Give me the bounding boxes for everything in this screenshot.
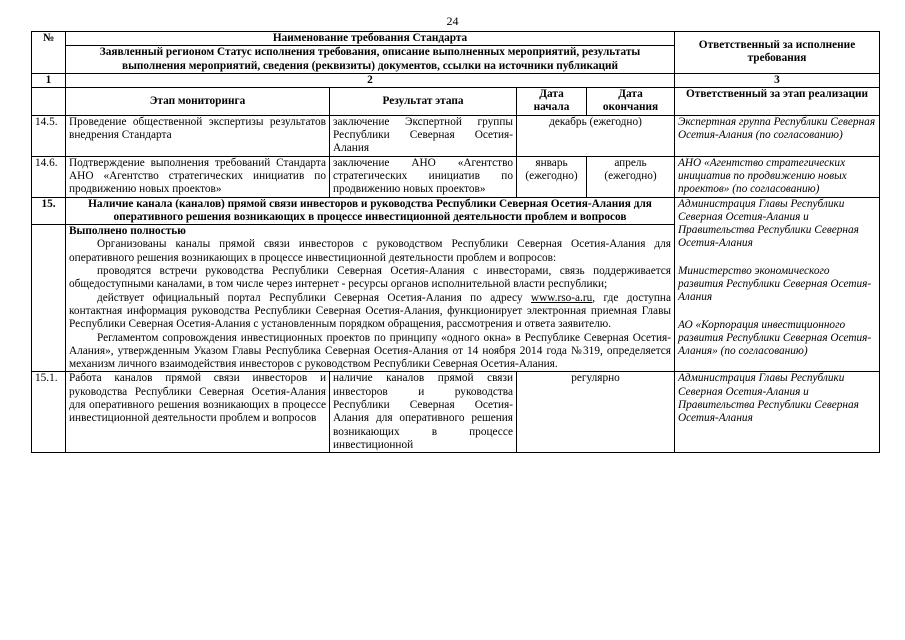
stage-cell: Работа каналов прямой связи инвесторов и руководства Республики Северная Осетия-Алания для оперативного решения возникающих в процессе инвестиционной деятельности проблем и вопросов [66, 372, 330, 453]
responsible-administration: Администрация Главы Республики Северная Осетия-Алания и Правительства Республики Северная Осетия-Алания [678, 197, 859, 250]
result-cell: заключение Экспертной группы Республики Северная Осетия-Алания [330, 115, 517, 156]
header-row-1 [32, 32, 880, 46]
column-number-3: 3 [675, 73, 880, 87]
stage-cell: Подтверждение выполнения требований Стандарта АНО «Агентство стратегических инициатив по продвижению новых проектов» [66, 156, 330, 197]
row-number: 14.5. [32, 115, 66, 156]
date-cell: декабрь (ежегодно) [517, 115, 675, 156]
header-requirement-name: Наименование требования Стандарта [66, 32, 675, 46]
start-date-cell: январь (ежегодно) [517, 156, 587, 197]
paragraph-text: действует официальный портал Республики Северная Осетия-Алания по адресу [97, 291, 531, 304]
subheader-stage-responsible: Ответственный за этап реализации [675, 88, 880, 116]
header-num: № [32, 32, 66, 74]
subheader-result: Результат этапа [330, 88, 517, 116]
stage-cell: Проведение общественной экспертизы результатов внедрения Стандарта [66, 115, 330, 156]
result-cell: заключение АНО «Агентство стратегических инициатив по продвижению новых проектов» [330, 156, 517, 197]
row-15-1 [32, 372, 880, 453]
row-15-title [32, 197, 880, 225]
requirements-table [31, 31, 880, 453]
header-responsible: Ответственный за исполнение требования [675, 32, 880, 74]
end-date-cell: апрель (ежегодно) [587, 156, 675, 197]
status-paragraph-1: Организованы каналы прямой связи инвесторов с руководством Республики Северная Осетия-Алания для оперативного решения возникающих в процессе инвестиционной деятельности проблем и вопросов: [69, 238, 671, 264]
column-number-1: 1 [32, 73, 66, 87]
status-paragraph-4: Регламентом сопровождения инвестиционных проектов по принципу «одного окна» в Республике Северная Осетия-Алания», утвержденным Указом Главы Республика Северная Осетия-Алания от 14 ноября 2014 года №319, определяется механизм личного взаимодействия инвесторов с руководством Республики Северная Осетия-Алания. [69, 331, 671, 371]
subheader-end-date: Дата окончания [587, 88, 675, 116]
portal-link[interactable]: www.rso-a.ru [530, 291, 593, 304]
status-description [66, 225, 675, 372]
column-number-2: 2 [66, 73, 675, 87]
paragraph-text: , где доступна контактная информация руководства Республики Северная Осетия-Алания, функционирует электронная приемная Главы Республики Северная Осетия-Алания с установленным порядком обращения, рассмотрения и ответа заявителю. [69, 291, 671, 331]
subheader-empty [32, 88, 66, 116]
column-number-row [32, 73, 880, 87]
row-number: 15. [32, 197, 66, 225]
requirement-title: Наличие канала (каналов) прямой связи инвесторов и руководства Республики Северная Осетия-Алания для оперативного решения возникающих в процессе инвестиционной деятельности проблем и вопросов [66, 197, 675, 225]
responsible-cell: АНО «Агентство стратегических инициатив по продвижению новых проектов» (по согласованию) [675, 156, 880, 197]
status-paragraph-2: проводятся встречи руководства Республики Северная Осетия-Алания с инвесторами, связь поддерживается общедоступными каналами, в том числе через интернет - ресурсы органов исполнительной власти республики; [69, 265, 671, 291]
result-cell: наличие каналов прямой связи инвесторов и руководства Республики Северная Осетия-Алания для оперативного решения возникающих в процессе инвестиционной [330, 372, 517, 453]
date-cell: регулярно [517, 372, 675, 453]
page-number: 24 [446, 14, 459, 28]
empty-cell [32, 225, 66, 372]
subheader-stage: Этап мониторинга [66, 88, 330, 116]
responsible-ministry: Министерство экономического развития Республики Северная Осетия-Алания [678, 264, 872, 304]
row-number: 14.6. [32, 156, 66, 197]
row-number: 15.1. [32, 372, 66, 453]
status-label: Выполнено полностью [69, 225, 186, 238]
responsible-corporation: АО «Корпорация инвестиционного развития Республики Северная Осетия-Алания» (по согласованию) [678, 318, 872, 358]
subheader-row [32, 88, 880, 116]
subheader-start-date: Дата начала [517, 88, 587, 116]
responsible-cell: Администрация Главы Республики Северная Осетия-Алания и Правительства Республики Северная Осетия-Алания [675, 372, 880, 453]
header-status-description: Заявленный регионом Статус исполнения требования, описание выполненных мероприятий, результаты выполнения мероприятий, сведения (реквизиты) документов, ссылки на источники публикаций [66, 46, 675, 74]
row-14-5 [32, 115, 880, 156]
responsible-cell [675, 197, 880, 372]
row-14-6 [32, 156, 880, 197]
responsible-cell: Экспертная группа Республики Северная Осетия-Алания (по согласованию) [675, 115, 880, 156]
status-paragraph-3 [69, 292, 671, 332]
